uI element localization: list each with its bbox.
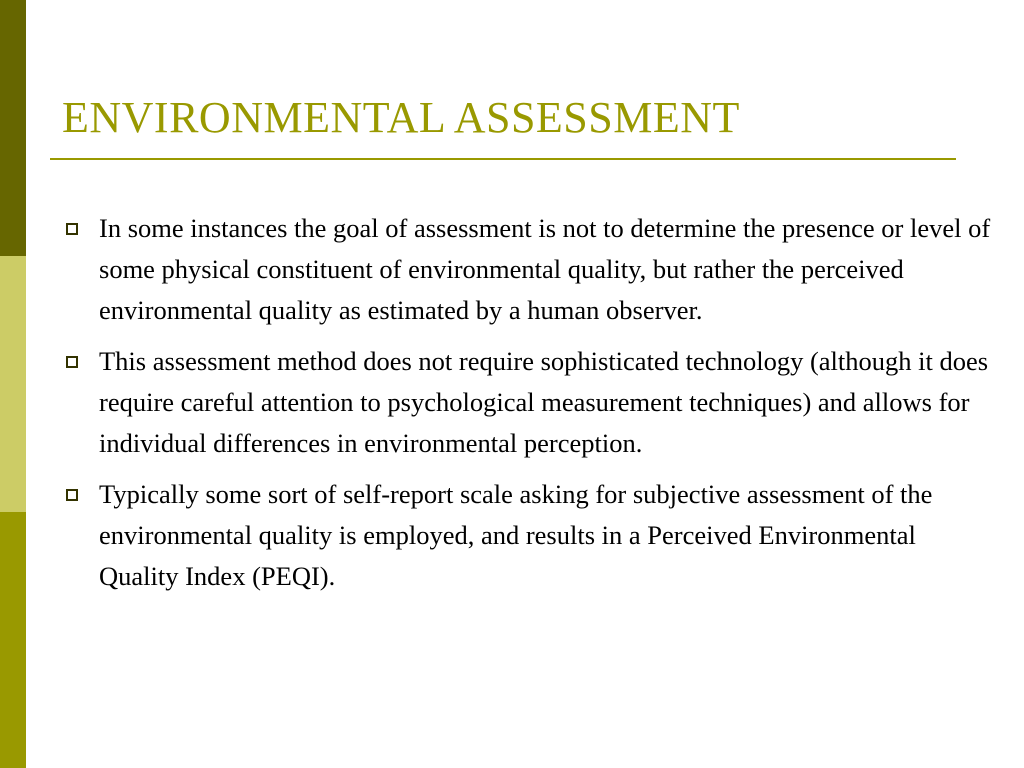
hollow-square-bullet-icon <box>66 223 78 235</box>
hollow-square-bullet-icon <box>66 356 78 368</box>
side-band-dark <box>0 0 26 256</box>
bullet-item <box>66 341 996 464</box>
side-band-light <box>0 256 26 512</box>
bullet-item <box>66 474 996 597</box>
bullet-list <box>66 208 996 607</box>
bullet-text: In some instances the goal of assessment is not to determine the presence or level of some physical constituent of environmental quality, but rather the perceived environmental quality as estimated by a human observer. <box>99 213 991 325</box>
side-band-olive <box>0 512 26 768</box>
title-divider <box>50 158 956 160</box>
bullet-text: This assessment method does not require sophisticated technology (although it does require careful attention to psychological measurement techniques) and allows for individual differences in environmental perception. <box>99 346 989 458</box>
bullet-item <box>66 208 996 331</box>
bullet-text: Typically some sort of self-report scale asking for subjective assessment of the environmental quality is employed, and results in a Perceived Environmental Quality Index (PEQI). <box>99 479 933 591</box>
hollow-square-bullet-icon <box>66 489 78 501</box>
slide-title: ENVIRONMENTAL ASSESSMENT <box>62 93 740 142</box>
